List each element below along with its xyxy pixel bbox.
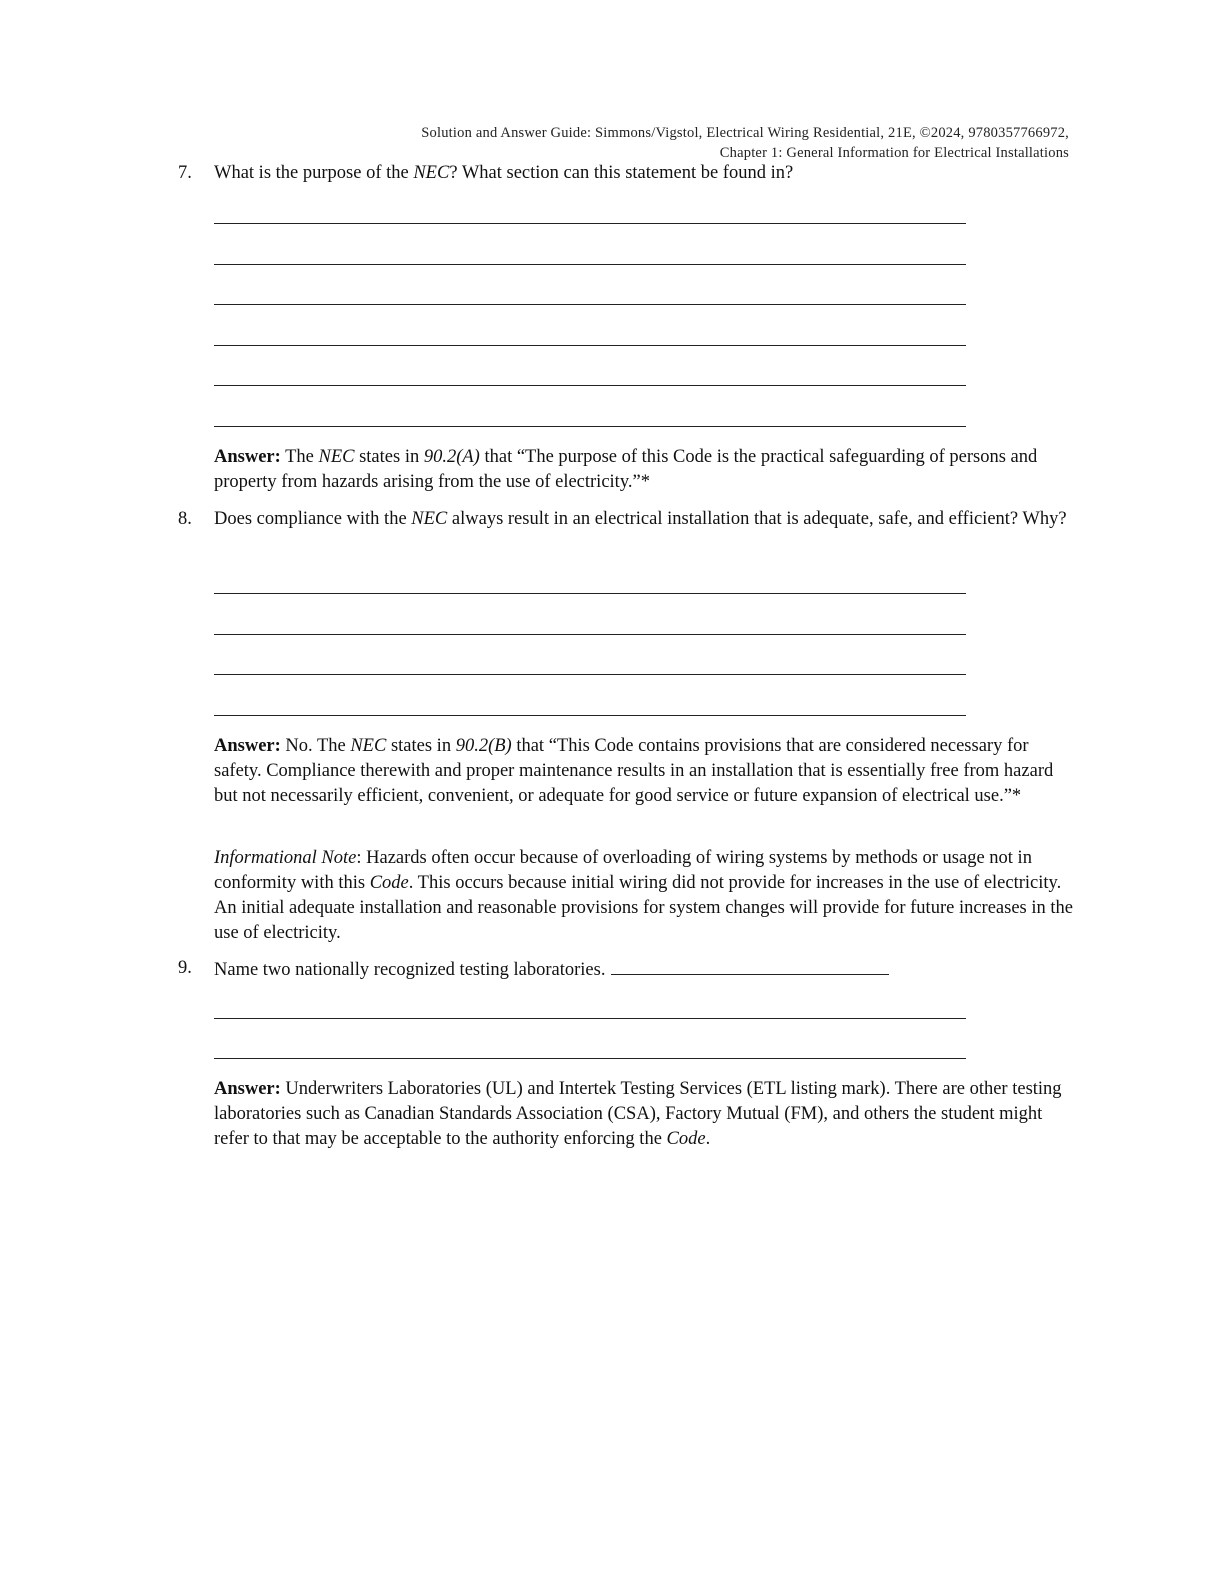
answer-line[interactable]	[214, 223, 966, 224]
answer-line[interactable]	[214, 715, 966, 716]
answer-line[interactable]	[214, 1018, 966, 1019]
question-number: 8.	[178, 509, 192, 529]
inline-answer-blank[interactable]	[611, 956, 889, 975]
answer-line[interactable]	[214, 674, 966, 675]
header-line-2: Chapter 1: General Information for Electrical Installations	[719, 145, 1069, 161]
note-paragraph: Informational Note: Hazards often occur because of overloading of wiring systems by methods or usage not in conformity with this Code. This occurs because initial wiring did not provide for increases in the use of electricity. An initial adequate installation and reasonable provisions for system changes will provide for future increases in the use of electricity.	[214, 848, 1073, 943]
question-number: 9.	[178, 958, 192, 978]
answer-label: Answer:	[214, 1079, 281, 1099]
answer-label: Answer:	[214, 736, 281, 756]
answer-line[interactable]	[214, 345, 966, 346]
answer-paragraph: Answer: Underwriters Laboratories (UL) and Intertek Testing Services (ETL listing mark). There are other testing laboratories such as Canadian Standards Association (CSA), Factory Mutual (FM), and others the student might refer to that may be acceptable to the authority enforcing the Code.	[214, 1079, 1062, 1149]
answer-paragraph: Answer: No. The NEC states in 90.2(B) that “This Code contains provisions that are considered necessary for safety. Compliance therewith and proper maintenance results in an installation that is essentially free from hazard but not necessarily efficient, convenient, or adequate for good service or future expansion of electrical use.”*	[214, 736, 1054, 806]
question-number: 7.	[178, 163, 192, 183]
answer-label: Answer:	[214, 447, 281, 467]
answer-line[interactable]	[214, 634, 966, 635]
answer-line[interactable]	[214, 593, 966, 594]
header-line-1: Solution and Answer Guide: Simmons/Vigstol, Electrical Wiring Residential, 21E, ©2024, 9780357766972,	[421, 125, 1069, 141]
answer-line[interactable]	[214, 264, 966, 265]
page-header	[421, 123, 1069, 163]
answer-line[interactable]	[214, 304, 966, 305]
answer-8	[214, 734, 1074, 809]
answer-9	[214, 1077, 1074, 1152]
question-text: Name two nationally recognized testing laboratories.	[214, 956, 1074, 983]
note-label: Informational Note	[214, 848, 357, 868]
question-text: What is the purpose of the NEC? What section can this statement be found in?	[214, 163, 794, 183]
answer-paragraph: Answer: The NEC states in 90.2(A) that “The purpose of this Code is the practical safeguarding of persons and property from hazards arising from the use of electricity.”*	[214, 447, 1038, 492]
question-text: Does compliance with the NEC always result in an electrical installation that is adequate, safe, and efficient? Why?	[214, 509, 1067, 529]
answer-line[interactable]	[214, 385, 966, 386]
informational-note	[214, 846, 1074, 946]
answer-line[interactable]	[214, 1058, 966, 1059]
answer-line[interactable]	[214, 426, 966, 427]
answer-7	[214, 445, 1074, 495]
